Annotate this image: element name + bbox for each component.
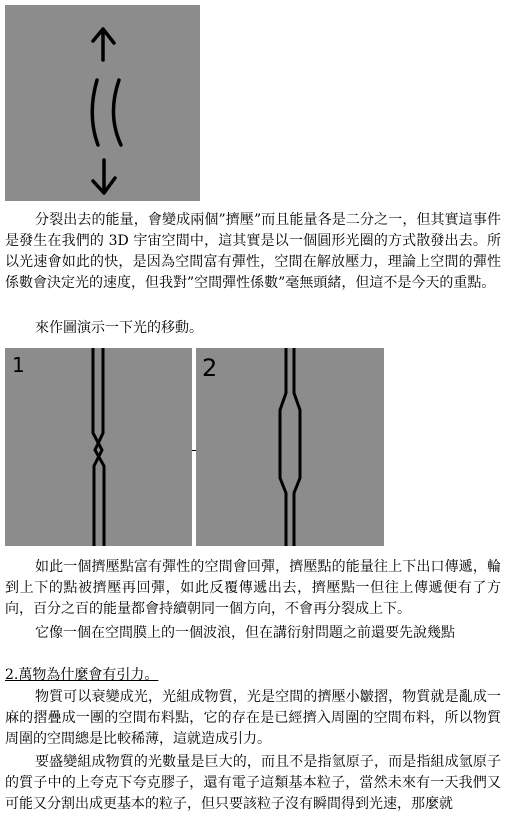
left-curve (92, 80, 98, 145)
right-curve (113, 80, 121, 145)
figure-light-move-step-2 (196, 348, 384, 546)
paragraph-3: 如此一個擠壓點富有彈性的空間會回彈，擠壓點的能量往上下出口傳遞，輪到上下的點被擠壓再回彈，如此反覆傳遞出去，擠壓點一但往上傳遞便有了方向，百分之百的能量都會持續朝同一個方向，不會再分裂成上下。 (5, 559, 501, 617)
paragraph-1: 分裂出去的能量，會變成兩個”擠壓”而且能量各是二分之一，但其實這事件是發生在我們的 3D 宇宙空間中，這其實是以一個圓形光圈的方式散發出去。所以光速會如此的快，是因為空間富有彈性，空間在解放壓力，理論上空間的彈性係數會決定光的速度，但我對”空間彈性係數”毫無頭緒，但這不是今天的重點。 (5, 212, 501, 291)
paragraph-6: 要盛變組成物質的光數量是巨大的，而且不是指氫原子，而是指組成氫原子的質子中的上夸克下夸克膠子，還有電子這類基本粒子，當然未來有一天我們又可能又分割出成更基本的粒子，但只要該粒子沒有瞬間得到光速，那麼就 (5, 754, 501, 812)
figure-light-split (5, 5, 200, 201)
paragraph-2: 來作圖演示一下光的移動。 (35, 320, 203, 336)
down-arrow-icon (93, 160, 115, 193)
figure-light-move-step-1 (5, 348, 192, 546)
figure-label-1: 1 (12, 353, 25, 377)
paragraph-4: 它像一個在空間膜上的一個波浪，但在講衍射問題之前還要先說幾點 (35, 625, 455, 641)
figure-label-2: 2 (202, 354, 218, 382)
up-arrow-icon (93, 29, 114, 60)
section-heading-gravity: 2.萬物為什麼會有引力。 (5, 667, 159, 683)
paragraph-5: 物質可以衰變成光，光組成物質，光是空間的擠壓小皺摺，物質就是亂成一麻的摺疊成一團的空間布料點，它的存在是已經擠入周圍的空間布料，所以物質周圍的空間總是比較稀薄，這就造成引力。 (5, 689, 501, 747)
